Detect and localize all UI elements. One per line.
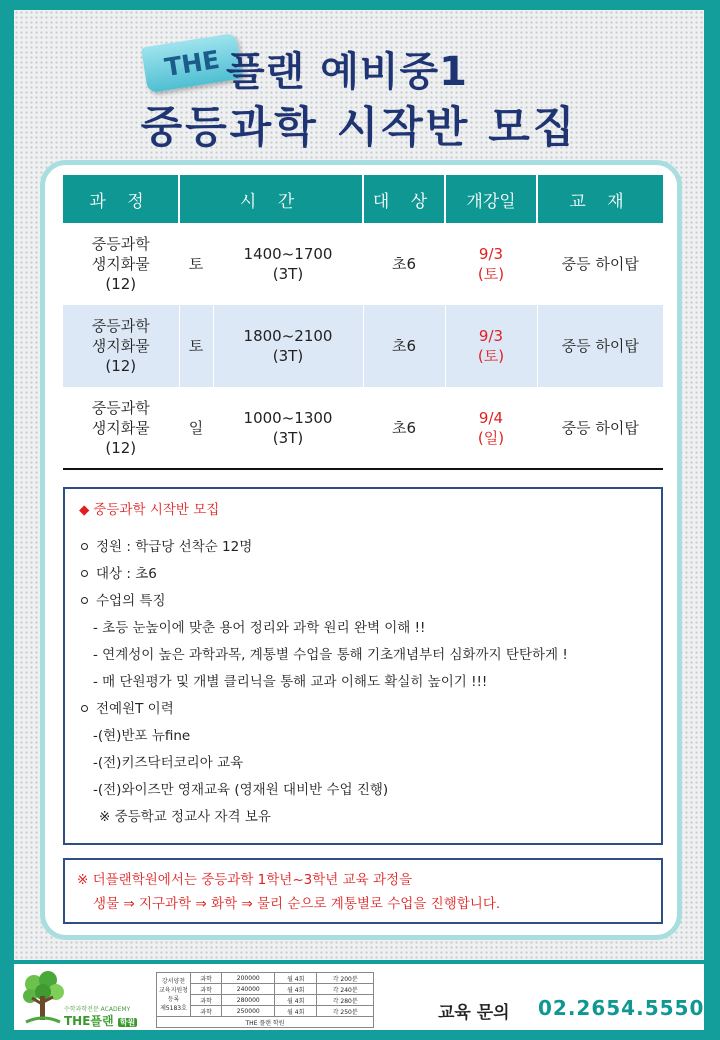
diamond-icon: ◆ [79, 502, 90, 518]
feature-item: - 연계성이 높은 과학과목, 계통별 수업을 통해 기초개념부터 심화까지 탄탄하게 ! [93, 647, 568, 663]
teacher-history-item: -(전)와이즈만 영재교육 (영재원 대비반 수업 진행) [93, 782, 389, 798]
fee-frequency: 월 4회 [275, 984, 317, 995]
the-tag: THE [141, 33, 243, 93]
logo-name-text: THE플랜 [64, 1014, 114, 1028]
teacher-title-line [79, 696, 647, 723]
teacher-history-item: -(전)키즈닥터코리아 교육 [93, 755, 244, 771]
table-row [63, 223, 663, 305]
features-title-text: 수업의 특징 [96, 593, 166, 609]
notice-line-1: ※ 더플랜학원에서는 중등과학 1학년~3학년 교육 과정을 [77, 872, 413, 888]
course-cell: 중등과학 생지화물 (12) [91, 235, 150, 293]
fee-footer: THE 플랜 학원 [157, 1017, 374, 1028]
fee-row [157, 973, 374, 984]
capacity-text: 정원 : 학급당 선착순 12명 [96, 539, 253, 555]
target-cell: 초6 [363, 223, 445, 305]
day-cell: 토 [179, 305, 213, 387]
tree-logo-icon [20, 970, 66, 1024]
capacity-line [79, 534, 647, 561]
contact-number[interactable]: 02.2654.5550 [538, 996, 705, 1020]
header-time: 시 간 [179, 175, 363, 223]
feature-item: - 매 단원평가 및 개별 클리닉을 통해 교과 이해도 확실히 높이기 !!! [93, 674, 488, 690]
header-target: 대 상 [363, 175, 445, 223]
title-area [14, 28, 704, 153]
course-cell: 중등과학 생지화물 (12) [63, 305, 179, 387]
info-heading-text: 중등과학 시작반 모집 [93, 502, 220, 518]
content-card [40, 160, 682, 940]
contact-label: 교육 문의 [438, 1003, 510, 1023]
fee-frequency: 월 4회 [275, 995, 317, 1006]
target-text: 대상 : 초6 [96, 566, 157, 582]
circle-bullet-icon [81, 597, 88, 604]
header-course: 과 정 [63, 175, 179, 223]
time-cell: 1400~1700 (3T) [213, 223, 363, 305]
fee-time: 각 250분 [317, 1006, 374, 1017]
fee-frequency: 월 4회 [275, 973, 317, 984]
time-cell: 1800~2100 (3T) [213, 305, 363, 387]
feature-item: - 초등 눈높이에 맞춘 용어 정리와 과학 원리 완벽 이해 !! [93, 620, 426, 636]
fee-frequency: 월 4회 [275, 1006, 317, 1017]
fee-amount: 280000 [222, 995, 275, 1006]
start-cell: 9/4 (일) [445, 387, 537, 469]
logo-name [64, 1012, 137, 1029]
notice-line-2: 생물 ⇒ 지구과학 ⇒ 화학 ⇒ 물리 순으로 계통별로 수업을 진행합니다. [93, 896, 501, 912]
notice-box [63, 858, 663, 924]
fee-footer-row [157, 1017, 374, 1028]
table-row [63, 387, 663, 469]
academy-logo [20, 970, 146, 1026]
start-cell: 9/3 (토) [445, 223, 537, 305]
circle-bullet-icon [81, 543, 88, 550]
book-cell: 중등 하이탑 [537, 223, 663, 305]
time-cell: 1000~1300 (3T) [213, 387, 363, 469]
fee-subject: 과학 [191, 984, 222, 995]
fee-subject: 과학 [191, 1006, 222, 1017]
fee-amount: 250000 [222, 1006, 275, 1017]
schedule-header-row [63, 175, 663, 223]
title-line-2: 중등과학 시작반 모집 [140, 103, 578, 153]
fee-amount: 240000 [222, 984, 275, 995]
day-cell: 일 [179, 387, 213, 469]
title-line-1: 플랜 예비중1 [226, 49, 468, 95]
fee-registration: 강서양천 교육지원청 등록 제5183호 [157, 973, 191, 1017]
circle-bullet-icon [81, 705, 88, 712]
teacher-history-item: -(현)반포 뉴fine [93, 728, 191, 744]
logo-badge: 학원 [119, 1018, 136, 1027]
poster [14, 10, 704, 960]
book-cell: 중등 하이탑 [537, 387, 663, 469]
target-line [79, 561, 647, 588]
teacher-title-text: 전예원T 이력 [96, 701, 174, 717]
schedule-table [63, 175, 663, 470]
course-cell: 중등과학 생지화물 (12) [63, 387, 179, 469]
header-start: 개강일 [445, 175, 537, 223]
fee-subject: 과학 [191, 995, 222, 1006]
fee-subject: 과학 [191, 973, 222, 984]
fee-time: 각 200분 [317, 973, 374, 984]
circle-bullet-icon [81, 570, 88, 577]
header-book: 교 재 [537, 175, 663, 223]
teacher-note: ※ 중등학교 정교사 자격 보유 [99, 809, 271, 825]
start-cell: 9/3 (토) [445, 305, 537, 387]
target-cell: 초6 [363, 387, 445, 469]
fee-time: 각 280분 [317, 995, 374, 1006]
fee-time: 각 240분 [317, 984, 374, 995]
logo-subtitle: 수학과학전문 ACADEMY [64, 1006, 131, 1013]
info-box [63, 487, 663, 845]
footer [14, 964, 704, 1030]
fee-amount: 200000 [222, 973, 275, 984]
day-cell: 토 [179, 223, 213, 305]
book-cell: 중등 하이탑 [537, 305, 663, 387]
fee-table [156, 972, 374, 1028]
info-heading [79, 497, 647, 524]
features-title-line [79, 588, 647, 615]
target-cell: 초6 [363, 305, 445, 387]
table-row [63, 305, 663, 387]
